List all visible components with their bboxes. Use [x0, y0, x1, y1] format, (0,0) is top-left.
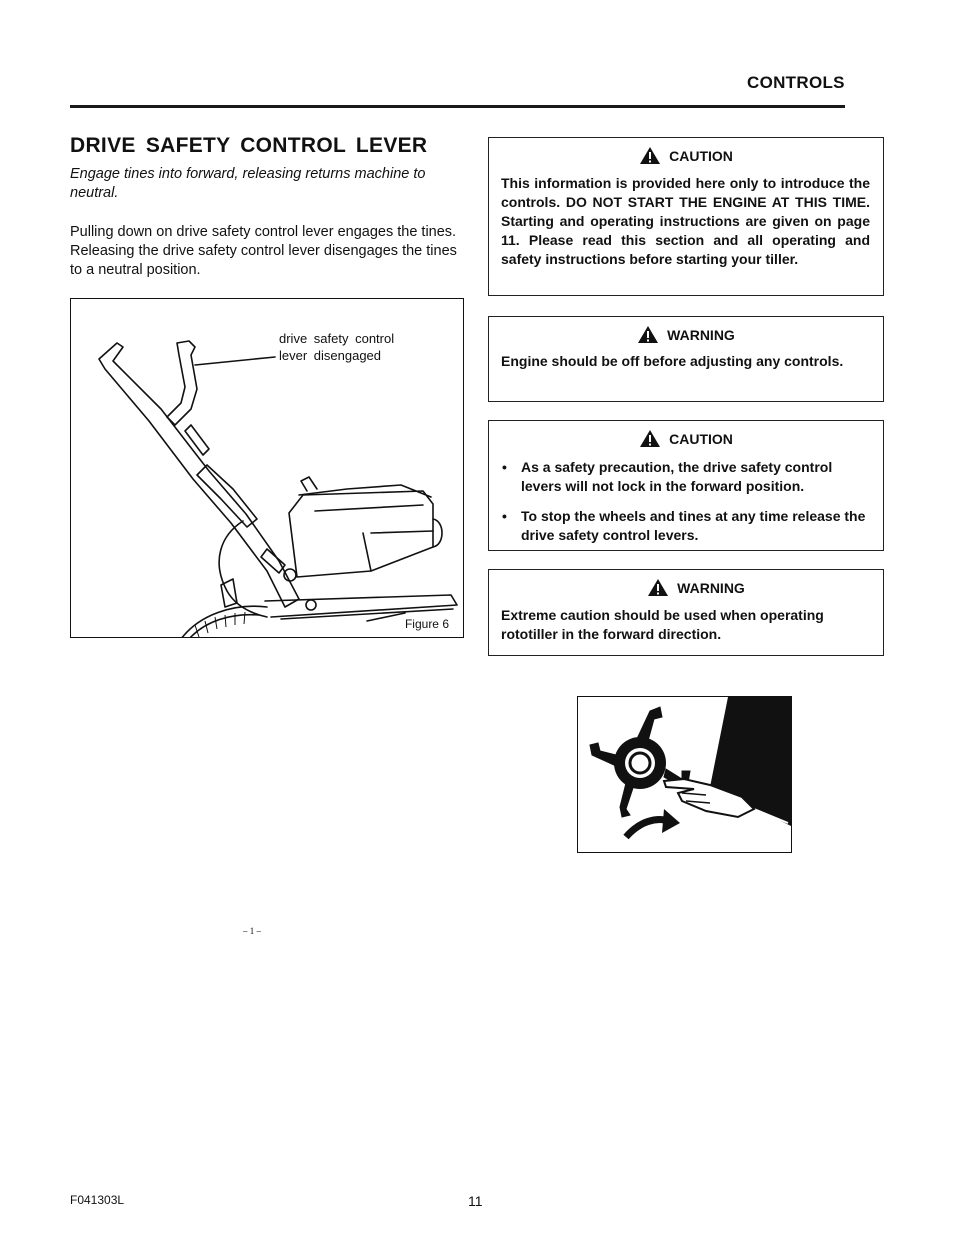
document-code: F041303L — [70, 1193, 125, 1207]
caution-box-levers — [488, 420, 884, 551]
warning-triangle-icon — [639, 146, 661, 165]
warning-text: Engine should be off before adjusting any controls. — [501, 353, 844, 369]
figure-caption: Figure 6 — [404, 617, 449, 631]
warning-box-forward — [488, 569, 884, 656]
warning-box-engine-off — [488, 316, 884, 402]
warning-heading: WARNING — [489, 325, 883, 344]
header-rule — [70, 105, 845, 108]
page-mark: – 1 – — [243, 926, 261, 936]
warning-triangle-icon — [637, 325, 659, 344]
page-number: 11 — [468, 1193, 483, 1209]
tiller-handle-illustration — [71, 299, 464, 638]
figure-label: drive safety control lever disengaged — [279, 331, 395, 363]
section-header: CONTROLS — [747, 73, 845, 92]
tine-hazard-illustration — [577, 696, 792, 853]
rotating-tine-icon — [578, 697, 792, 853]
body-paragraph: Pulling down on drive safety control lever engages the tines. Releasing the drive safety control lever disengages the tines to a neutral position. — [70, 224, 457, 278]
list-item: • As a safety precaution, the drive safety control levers will not lock in the forward position. — [501, 458, 870, 496]
caution-text: This information is provided here only to introduce the controls. DO NOT START THE ENGINE AT THIS TIME. Starting and operating instructions are given on page 11. Please read this section and all operating and safety instructions before starting your tiller. — [501, 175, 870, 267]
caution-box-intro — [488, 137, 884, 296]
warning-triangle-icon — [647, 578, 669, 597]
list-item: • To stop the wheels and tines at any time release the drive safety control levers. — [501, 507, 870, 545]
warning-triangle-icon — [639, 429, 661, 448]
caution-heading: CAUTION — [489, 146, 883, 165]
subtitle: Engage tines into forward, releasing returns machine to neutral. — [70, 166, 426, 201]
caution-heading: CAUTION — [489, 429, 883, 448]
warning-text: Extreme caution should be used when operating rototiller in the forward direction. — [501, 607, 824, 642]
caution-bullet-list — [501, 458, 870, 556]
page-title: DRIVE SAFETY CONTROL LEVER — [70, 134, 428, 157]
warning-heading: WARNING — [489, 578, 883, 597]
figure-6 — [70, 298, 464, 638]
